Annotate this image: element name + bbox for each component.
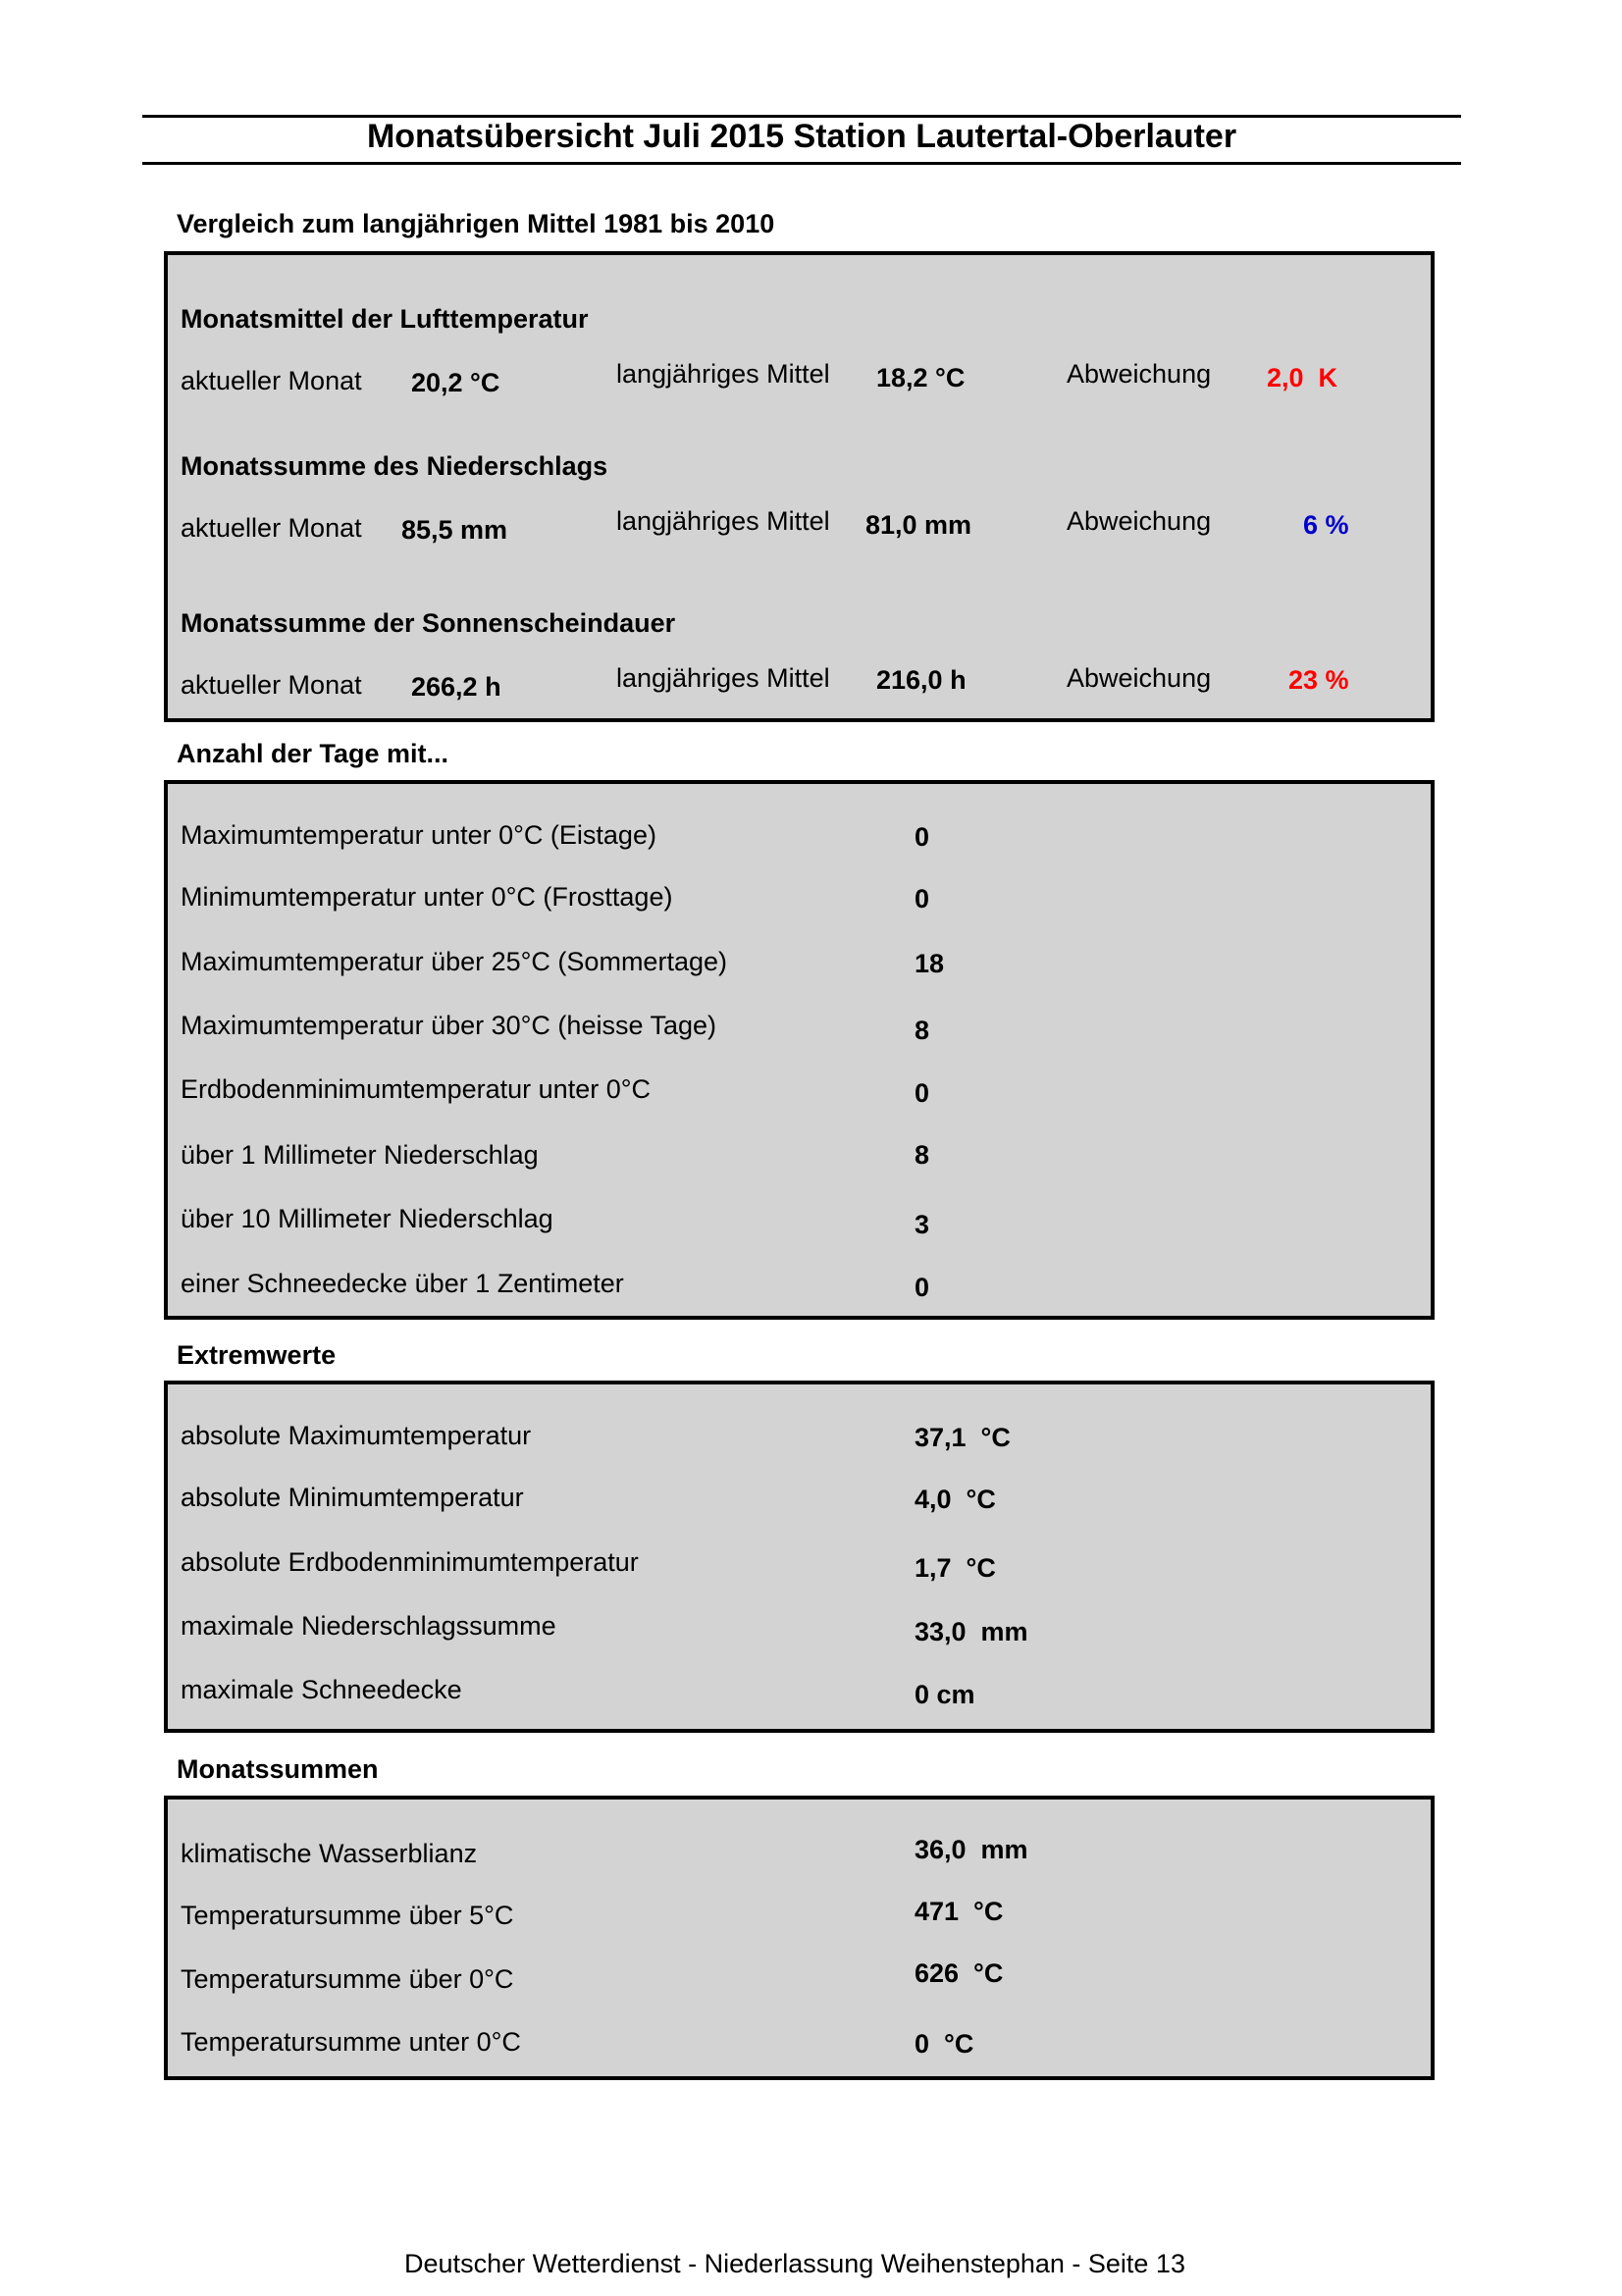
extremes-row-value: 0 cm [915, 1680, 975, 1709]
precipitation-current-value: 85,5 mm [401, 515, 508, 545]
sunshine-deviation-label: Abweichung [1067, 663, 1212, 693]
sums-row-label: Temperatursumme über 5°C [181, 1901, 514, 1930]
precipitation-deviation-value: 6 % [1303, 510, 1349, 540]
page-footer: Deutscher Wetterdienst - Niederlassung Weihenstephan - Seite 13 [404, 2249, 1185, 2278]
sums-row-value: 471 °C [915, 1897, 1004, 1926]
extremes-row-label: maximale Niederschlagssumme [181, 1611, 556, 1641]
precipitation-current-label: aktueller Monat [181, 513, 362, 543]
comparison-heading: Vergleich zum langjährigen Mittel 1981 bis 2010 [177, 209, 775, 238]
days-row-value: 3 [915, 1210, 930, 1239]
sums-row-value: 0 °C [915, 2029, 974, 2059]
extremes-heading: Extremwerte [177, 1340, 337, 1370]
days-row-value: 0 [915, 1273, 930, 1302]
temperature-mean-value: 18,2 °C [876, 363, 966, 392]
extremes-row-value: 1,7 °C [915, 1553, 996, 1583]
days-row-label: Maximumtemperatur über 30°C (heisse Tage) [181, 1011, 717, 1040]
sums-row-label: Temperatursumme unter 0°C [181, 2027, 521, 2057]
precipitation-deviation-label: Abweichung [1067, 506, 1212, 536]
days-row-value: 18 [915, 949, 945, 978]
days-row-label: über 1 Millimeter Niederschlag [181, 1140, 539, 1170]
sums-row-value: 36,0 mm [915, 1835, 1028, 1864]
temperature-deviation-value: 2,0 K [1267, 363, 1338, 392]
sums-row-label: klimatische Wasserblianz [181, 1839, 478, 1868]
temperature-heading: Monatsmittel der Lufttemperatur [181, 304, 589, 334]
sunshine-mean-value: 216,0 h [876, 665, 967, 695]
days-row-label: Maximumtemperatur über 25°C (Sommertage) [181, 947, 727, 976]
days-row-label: über 10 Millimeter Niederschlag [181, 1204, 553, 1233]
precipitation-mean-value: 81,0 mm [865, 510, 972, 540]
extremes-row-value: 33,0 mm [915, 1617, 1028, 1646]
days-row-value: 0 [915, 1078, 930, 1108]
extremes-row-value: 4,0 °C [915, 1485, 996, 1514]
sunshine-current-value: 266,2 h [411, 672, 501, 702]
sunshine-mean-label: langjähriges Mittel [616, 663, 830, 693]
days-row-value: 8 [915, 1140, 930, 1170]
sunshine-heading: Monatssumme der Sonnenscheindauer [181, 608, 676, 638]
sunshine-deviation-value: 23 % [1288, 665, 1349, 695]
temperature-mean-label: langjähriges Mittel [616, 359, 830, 389]
days-row-label: Minimumtemperatur unter 0°C (Frosttage) [181, 882, 673, 912]
days-row-value: 0 [915, 822, 930, 852]
extremes-row-label: absolute Erdbodenminimumtemperatur [181, 1547, 639, 1577]
days-row-label: Maximumtemperatur unter 0°C (Eistage) [181, 820, 656, 850]
days-box [164, 780, 1435, 1320]
temperature-deviation-label: Abweichung [1067, 359, 1212, 389]
precipitation-mean-label: langjähriges Mittel [616, 506, 830, 536]
sums-row-label: Temperatursumme über 0°C [181, 1964, 514, 1994]
title-rule-bottom [142, 162, 1461, 165]
sums-heading: Monatssummen [177, 1754, 379, 1784]
sums-box [164, 1796, 1435, 2080]
extremes-row-label: absolute Maximumtemperatur [181, 1421, 532, 1450]
days-heading: Anzahl der Tage mit... [177, 739, 449, 768]
days-row-label: einer Schneedecke über 1 Zentimeter [181, 1269, 624, 1298]
comparison-box [164, 251, 1435, 722]
sunshine-current-label: aktueller Monat [181, 670, 362, 700]
extremes-box [164, 1381, 1435, 1733]
days-row-label: Erdbodenminimumtemperatur unter 0°C [181, 1074, 652, 1104]
extremes-row-label: absolute Minimumtemperatur [181, 1483, 524, 1512]
temperature-current-value: 20,2 °C [411, 368, 500, 397]
days-row-value: 8 [915, 1016, 930, 1045]
sums-row-value: 626 °C [915, 1958, 1004, 1988]
extremes-row-value: 37,1 °C [915, 1423, 1011, 1452]
extremes-row-label: maximale Schneedecke [181, 1675, 462, 1704]
precipitation-heading: Monatssumme des Niederschlags [181, 451, 608, 481]
days-row-value: 0 [915, 884, 930, 913]
temperature-current-label: aktueller Monat [181, 366, 362, 395]
page-title: Monatsübersicht Juli 2015 Station Lautertal-Oberlauter [366, 118, 1237, 155]
